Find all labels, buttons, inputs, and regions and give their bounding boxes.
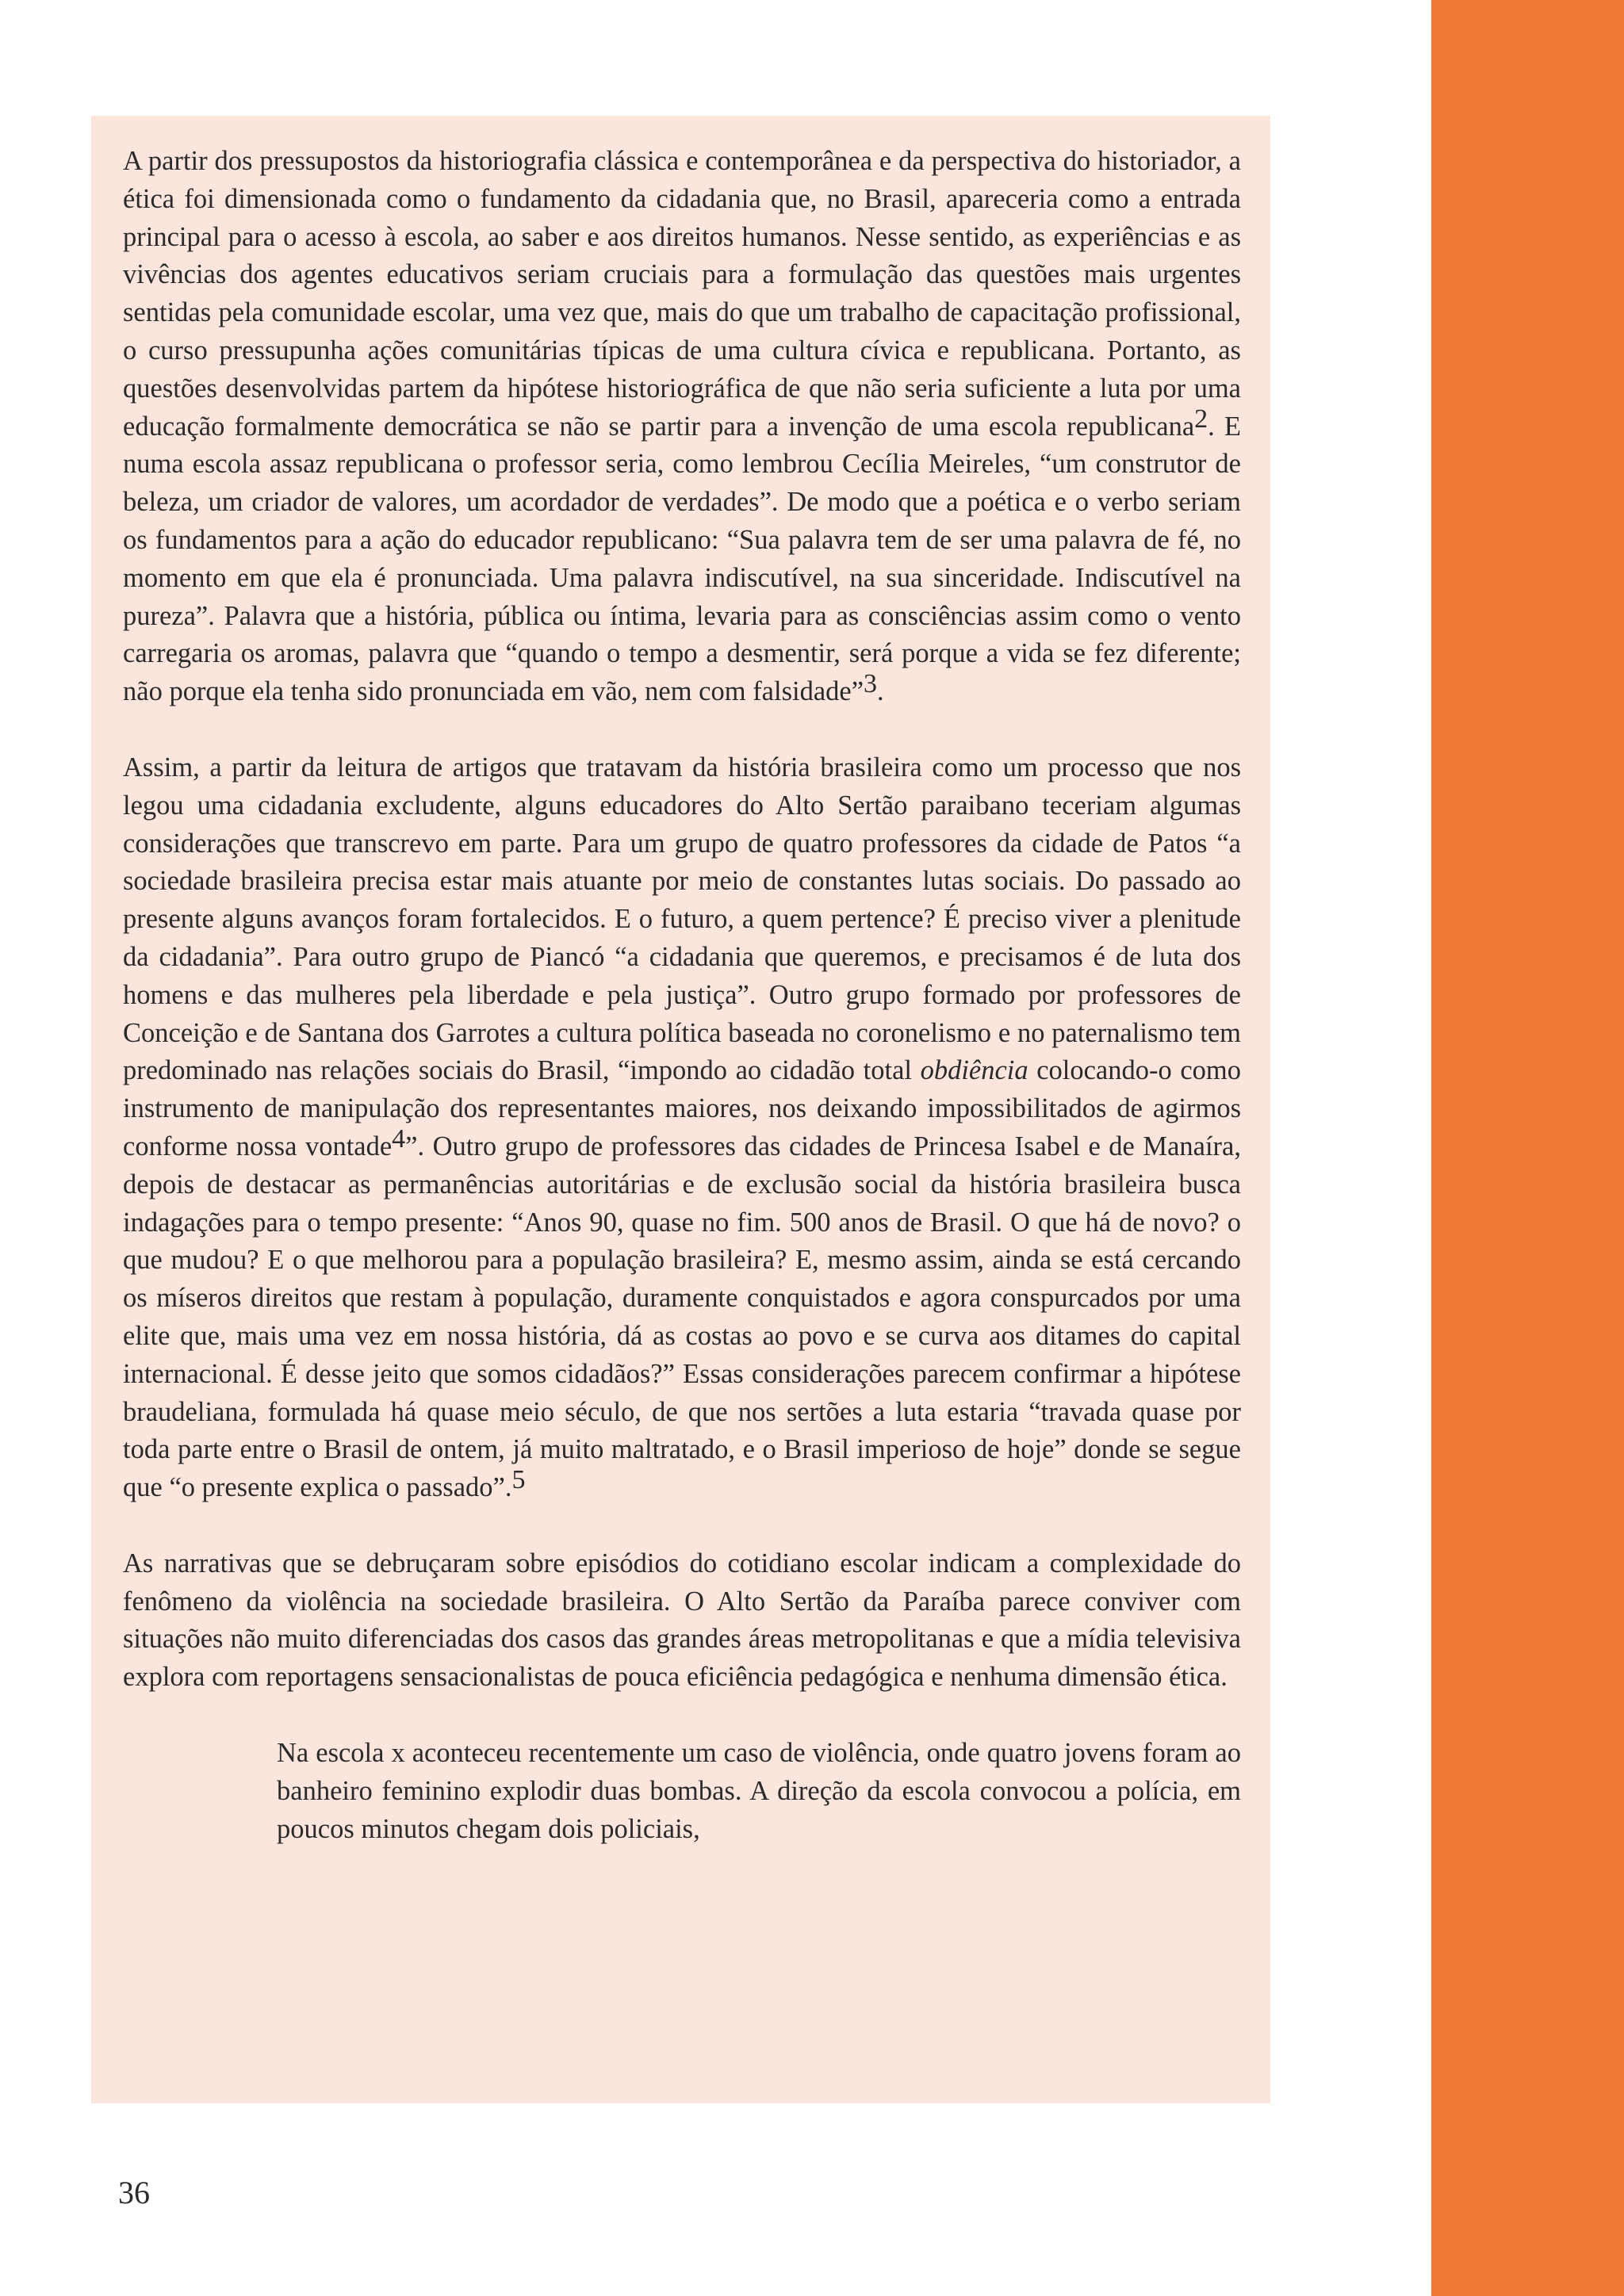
body-text	[123, 143, 1241, 1848]
paragraph-1-text-b: . E numa escola assaz republicana o professor seria, como lembrou Cecília Meireles, “um construtor de beleza, um criador de valores, um acordador de verdades”. De modo que a poética e o verbo seriam os fundamentos para a ação do educador republicano: “Sua palavra tem de ser uma palavra de fé, no momento em que ela é pronunciada. Uma palavra indiscutível, na sua sinceridade. Indiscutível na pureza”. Palavra que a história, pública ou íntima, levaria para as consciências assim como o vento carregaria os aromas, palavra que “quando o tempo a desmentir, será porque a vida se fez diferente; não porque ela tenha sido pronunciada em vão, nem com falsidade”	[123, 411, 1241, 707]
paragraph-3	[123, 1545, 1241, 1697]
paragraph-1	[123, 143, 1241, 711]
paragraph-2-text-a: Assim, a partir da leitura de artigos que tratavam da história brasileira como um processo que nos legou uma cidadania excludente, alguns educadores do Alto Sertão paraibano teceriam algumas considerações que transcrevo em parte. Para um grupo de quatro professores da cidade de Patos “a sociedade brasileira precisa estar mais atuante por meio de constantes lutas sociais. Do passado ao presente alguns avanços foram fortalecidos. E o futuro, a quem pertence? É preciso viver a plenitude da cidadania”. Para outro grupo de Piancó “a cidadania que queremos, e precisamos é de luta dos homens e das mulheres pela liberdade e pela justiça”. Outro grupo formado por professores de Conceição e de Santana dos Garrotes a cultura política baseada no coronelismo e no paternalismo tem predominado nas relações sociais do Brasil, “impondo ao cidadão total	[123, 752, 1241, 1086]
paragraph-1-text-a: A partir dos pressupostos da historiografia clássica e contemporânea e da perspectiva do historiador, a ética foi dimensionada como o fundamento da cidadania que, no Brasil, apareceria como a entrada principal para o acesso à escola, ao saber e aos direitos humanos. Nesse sentido, as experiências e as vivências dos agentes educativos seriam cruciais para a formulação das questões mais urgentes sentidas pela comunidade escolar, uma vez que, mais do que um trabalho de capacitação profissional, o curso pressupunha ações comunitárias típicas de uma cultura cívica e republicana. Portanto, as questões desenvolvidas partem da hipótese historiográfica de que não seria suficiente a luta por uma educação formalmente democrática se não se partir para a invenção de uma escola republicana	[123, 146, 1241, 442]
block-quote: Na escola x aconteceu recentemente um caso de violência, onde quatro jovens foram ao banheiro feminino explodir duas bombas. A direção da escola convocou a polícia, em poucos minutos chegam dois policiais,	[277, 1738, 1241, 1844]
paragraph-3-text: As narrativas que se debruçaram sobre episódios do cotidiano escolar indicam a complexidade do fenômeno da violência na sociedade brasileira. O Alto Sertão da Paraíba parece conviver com situações não muito diferenciadas dos casos das grandes áreas metropolitanas e que a mídia televisiva explora com reportagens sensacionalistas de pouca eficiência pedagógica e nenhuma dimensão ética.	[123, 1548, 1241, 1693]
page-number: 36	[118, 2175, 150, 2210]
paragraph-2-text-b: colocando-o como instrumento de manipulação dos representantes maiores, nos deixando impossibilitados de agirmos conforme nossa vontade	[123, 1055, 1241, 1161]
footnote-ref-3[interactable]: 3	[864, 669, 878, 699]
text-panel	[91, 116, 1270, 2103]
paragraph-2	[123, 749, 1241, 1507]
footnote-ref-5[interactable]: 5	[511, 1465, 526, 1495]
paragraph-1-text-c: .	[877, 676, 884, 707]
paragraph-2-text-c: ”. Outro grupo de professores das cidades de Princesa Isabel e de Manaíra, depois de destacar as permanências autoritárias e de exclusão social da história brasileira busca indagações para o tempo presente: “Anos 90, quase no fim. 500 anos de Brasil. O que há de novo? o que mudou? E o que melhorou para a população brasileira? E, mesmo assim, ainda se está cercando os míseros direitos que restam à população, duramente conquistados e agora conspurcados por uma elite que, mais uma vez em nossa história, dá as costas ao povo e se curva aos ditames do capital internacional. É desse jeito que somos cidadãos?” Essas considerações parecem confirmar a hipótese braudeliana, formulada há quase meio século, de que nos sertões a luta estaria “travada quase por toda parte entre o Brasil de ontem, já muito maltratado, e o Brasil imperioso de hoje” donde se segue que “o presente explica o passado”.	[123, 1131, 1241, 1503]
italic-word: obdiência	[920, 1055, 1028, 1086]
orange-side-band	[1431, 0, 1624, 2296]
footnote-ref-4[interactable]: 4	[392, 1123, 406, 1154]
footnote-ref-2[interactable]: 2	[1194, 404, 1208, 434]
